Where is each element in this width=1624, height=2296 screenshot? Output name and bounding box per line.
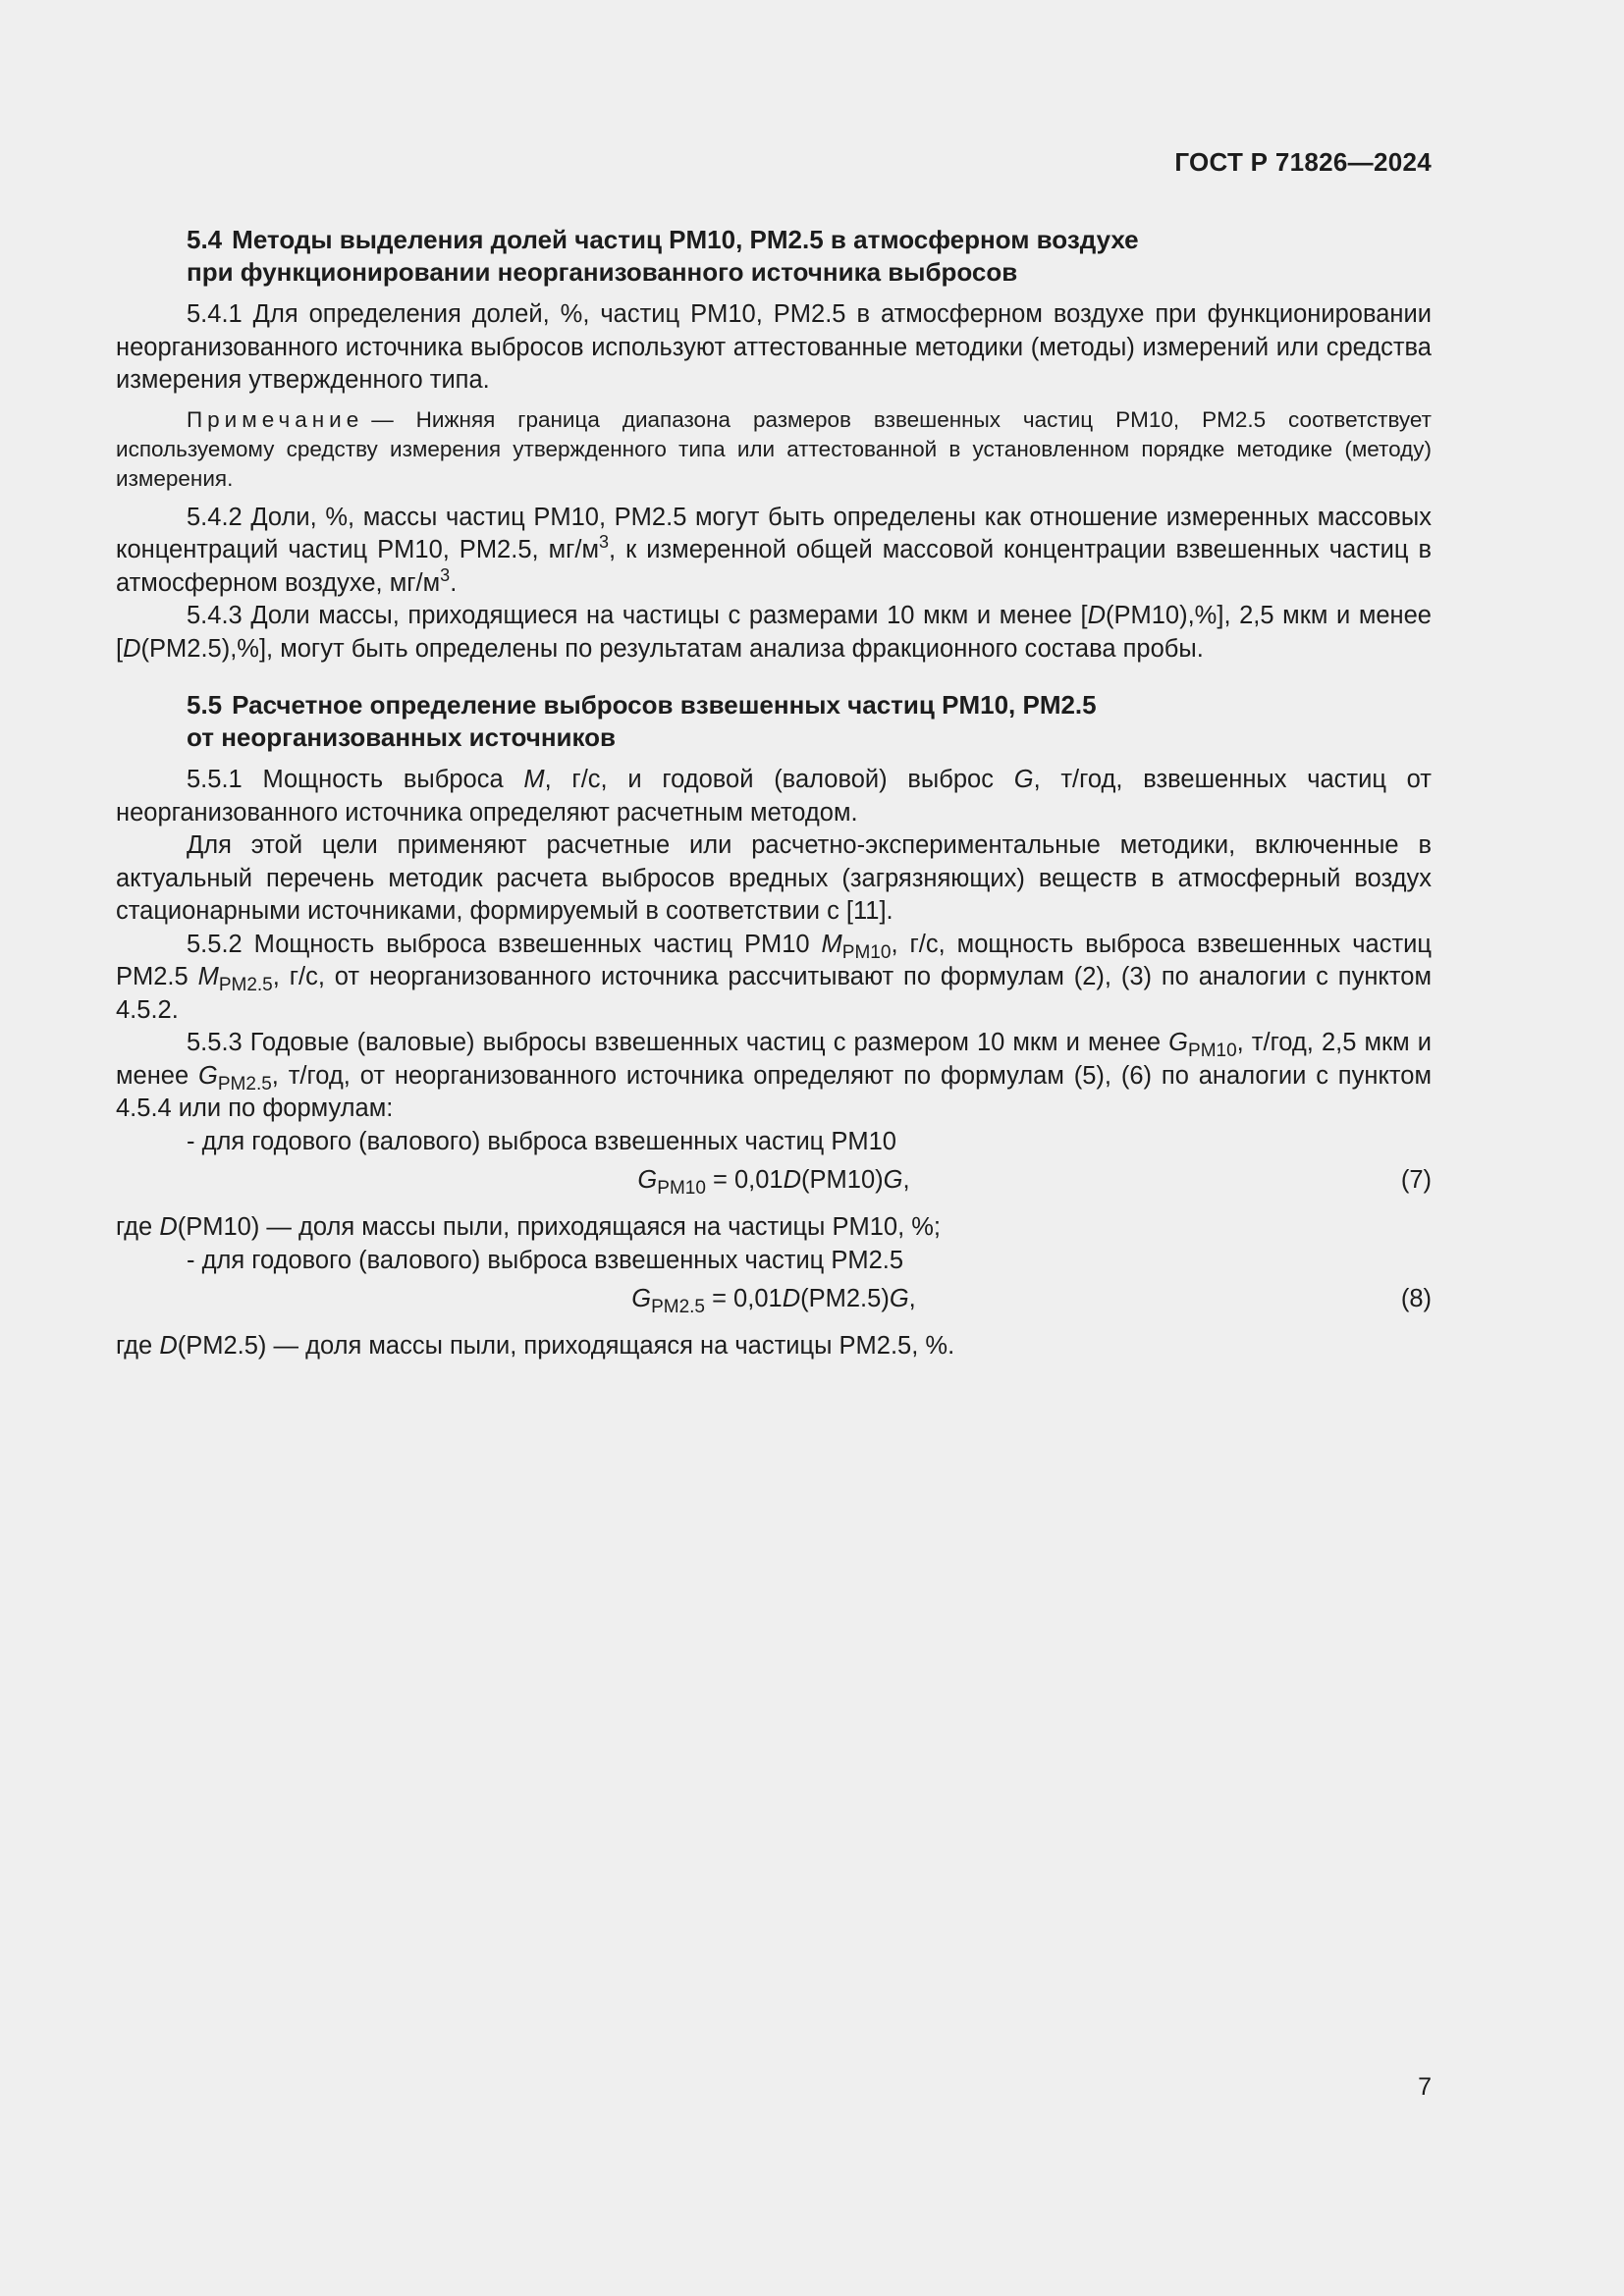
math-symbol: D (1087, 602, 1106, 629)
math-symbol: G (637, 1166, 658, 1194)
text-span: , г/с, мощность выброса взвешенных частиц PM2.5 (116, 930, 1432, 990)
math-symbol: G (883, 1166, 903, 1194)
note-paragraph (116, 405, 1432, 494)
section-title-line: Расчетное определение выбросов взвешенных частиц PM10, PM2.5 (232, 690, 1097, 720)
text-span: (PM2.5) (800, 1285, 890, 1312)
section-heading-5-4 (187, 224, 1432, 289)
document-body (116, 224, 1432, 1363)
text-span: 5.5.1 Мощность выброса (187, 766, 524, 793)
math-symbol: M (821, 930, 842, 958)
text-span: 5.4.2 Доли, %, массы частиц PM10, PM2.5 могут быть определены как отношение измеренных массовых концентраций частиц PM10, PM2.5, мг/м (116, 503, 1432, 563)
text-span: (PM10) — доля массы пыли, приходящаяся на частицы PM10, %; (177, 1213, 941, 1241)
text-span: , к измеренной общей массовой концентрации взвешенных частиц в атмосферном воздухе, мг/м (116, 536, 1432, 597)
text-span: , т/год, взвешенных частиц от неорганизованного источника определяют расчетным методом. (116, 766, 1432, 827)
math-symbol: G (1168, 1029, 1189, 1056)
list-item-pm10: - для годового (валового) выброса взвешенных частиц PM10 (187, 1127, 896, 1155)
formula-expression (116, 1283, 1432, 1316)
section-title-line: Методы выделения долей частиц PM10, PM2.5 в атмосферном воздухе (232, 225, 1139, 254)
text-span: , г/с, от неорганизованного источника рассчитывают по формулам (2), (3) по аналогии с пунктом 4.5.2. (116, 963, 1432, 1024)
formula-number: (7) (1400, 1166, 1432, 1194)
document-page (116, 0, 1432, 2296)
paragraph-5-4-1: 5.4.1 Для определения долей, %, частиц PM10, PM2.5 в атмосферном воздухе при функционировании неорганизованного источника выбросов используют аттестованные методики (методы) измерений или средства измерения утвержденного типа. (116, 300, 1432, 394)
note-label: Примечание (187, 406, 364, 432)
text-span: , г/с, и годовой (валовой) выброс (544, 766, 1014, 793)
math-symbol: D (782, 1285, 801, 1312)
math-symbol: D (159, 1332, 178, 1360)
section-number: 5.5 (187, 690, 223, 720)
paragraph-5-5-1-continued: Для этой цели применяют расчетные или расчетно-экспериментальные методики, включенные в актуальный перечень методик расчета выбросов вредных (загрязняющих) веществ в атмосферный воздух стационарными источниками, формируемый в соответствии с [11]. (116, 831, 1432, 925)
math-symbol: M (197, 963, 219, 990)
math-symbol: D (123, 634, 141, 663)
superscript: 3 (440, 564, 451, 585)
list-item-pm25: - для годового (валового) выброса взвешенных частиц PM2.5 (187, 1246, 904, 1274)
text-span: , т/год, от неорганизованного источника определяют по формулам (5), (6) по аналогии с пунктом 4.5.4 или по формулам: (116, 1061, 1432, 1122)
text-span: = 0,01 (705, 1285, 783, 1312)
paragraph-5-5-1 (116, 764, 1432, 829)
formula-8 (116, 1283, 1432, 1322)
paragraph-5-4-2 (116, 502, 1432, 601)
text-span: (PM10),%], 2,5 мкм и менее [ (116, 602, 1432, 663)
paragraph-5-4-3 (116, 600, 1432, 666)
text-span: , (902, 1166, 910, 1194)
math-symbol: D (159, 1213, 178, 1241)
subscript: PM10 (1188, 1041, 1237, 1061)
subscript: PM2.5 (217, 1073, 272, 1095)
subscript: PM2.5 (651, 1297, 705, 1317)
text-span: 5.5.2 Мощность выброса взвешенных частиц PM10 (187, 930, 822, 958)
text-span: = 0,01 (705, 1166, 784, 1194)
note-text: — Нижняя граница диапазона размеров взвешенных частиц PM10, PM2.5 соответствует используемому средству измерения утвержденного типа или аттестованной в установленном порядке методике (методу) измерения. (116, 406, 1432, 491)
formula-8-explanation (116, 1330, 1432, 1363)
section-title-line: от неорганизованных источников (187, 722, 617, 752)
subscript: PM10 (841, 941, 892, 963)
page-number: 7 (1418, 2073, 1432, 2101)
text-span: где (116, 1213, 160, 1241)
section-number: 5.4 (187, 225, 223, 254)
text-span: (PM2.5) — доля массы пыли, приходящаяся на частицы PM2.5, %. (177, 1332, 955, 1360)
text-span: , т/год, 2,5 мкм и менее (116, 1029, 1432, 1090)
math-symbol: D (783, 1166, 802, 1194)
document-header: ГОСТ Р 71826—2024 (1174, 147, 1432, 177)
text-span: , (908, 1285, 916, 1312)
section-title-line: при функционировании неорганизованного источника выбросов (187, 257, 1018, 287)
math-symbol: G (198, 1061, 218, 1090)
subscript: PM10 (657, 1178, 706, 1199)
subscript: PM2.5 (218, 975, 273, 995)
text-span: 5.5.3 Годовые (валовые) выбросы взвешенных частиц с размером 10 мкм и менее (187, 1029, 1169, 1056)
math-symbol: G (1013, 766, 1034, 793)
formula-expression (116, 1164, 1432, 1198)
text-span: . (450, 568, 458, 597)
section-heading-5-5 (187, 689, 1432, 754)
math-symbol: G (631, 1285, 652, 1312)
math-symbol: M (523, 766, 545, 793)
paragraph-5-5-3 (116, 1027, 1432, 1126)
text-span: 5.4.3 Доли массы, приходящиеся на частицы с размерами 10 мкм и менее [ (187, 602, 1088, 629)
text-span: где (116, 1332, 160, 1360)
formula-7 (116, 1164, 1432, 1203)
superscript: 3 (599, 532, 610, 552)
paragraph-5-5-2 (116, 929, 1432, 1028)
math-symbol: G (889, 1285, 909, 1312)
formula-number: (8) (1400, 1285, 1432, 1312)
formula-7-explanation (116, 1211, 1432, 1245)
text-span: (PM10) (801, 1166, 884, 1194)
text-span: (PM2.5),%], могут быть определены по результатам анализа фракционного состава пробы. (140, 634, 1204, 663)
